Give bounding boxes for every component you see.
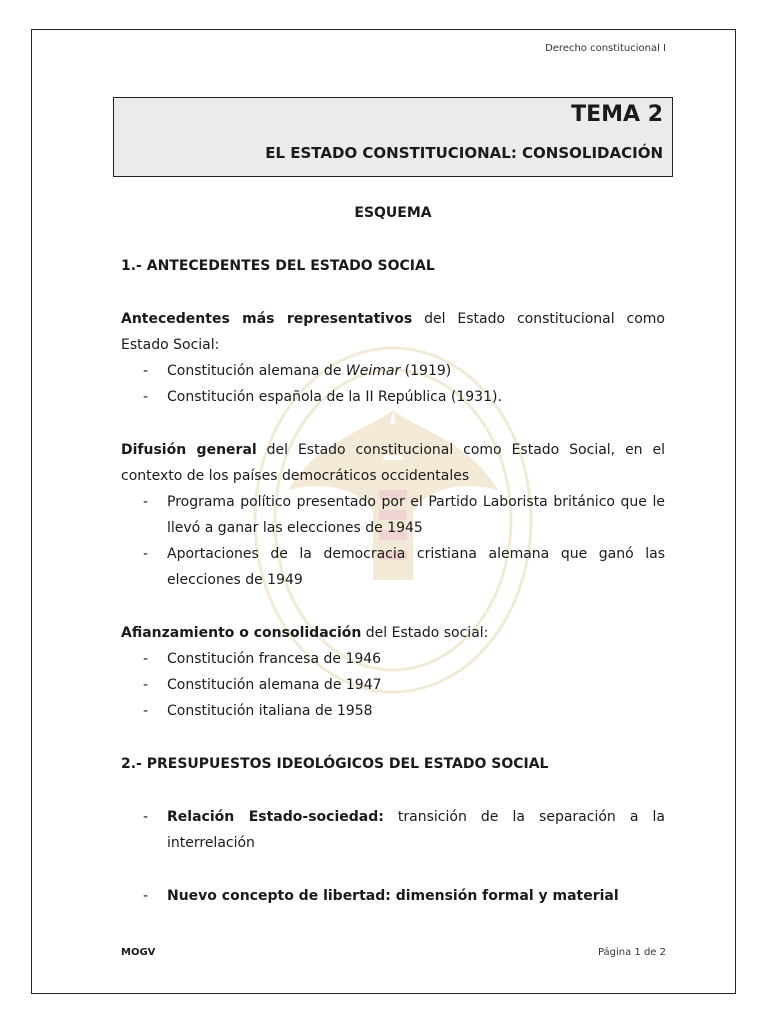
document-body bbox=[121, 200, 665, 909]
list-item: - Relación Estado-sociedad: transición de la separación a la interrelación bbox=[121, 804, 665, 856]
list-item: - Constitución española de la II República (1931). bbox=[121, 384, 665, 410]
topic-title: EL ESTADO CONSTITUCIONAL: CONSOLIDACIÓN bbox=[265, 144, 663, 162]
list-item: - Constitución alemana de Weimar (1919) bbox=[121, 358, 665, 384]
page-number: Página 1 de 2 bbox=[597, 947, 666, 958]
afianzamiento-text: del Estado social: bbox=[361, 625, 489, 641]
list-item: - Programa político presentado por el Partido Laborista británico que le llevó a ganar las elecciones de 1945 bbox=[121, 489, 665, 541]
difusion-text: del Estado constitucional como Estado Social, en el contexto de los países democráticos occidentales bbox=[121, 442, 665, 484]
running-header: Derecho constitucional I bbox=[545, 43, 666, 54]
list-item: - Nuevo concepto de libertad: dimensión formal y material bbox=[121, 883, 665, 909]
difusion-bold: Difusión general bbox=[121, 442, 257, 458]
antecedentes-paragraph bbox=[121, 306, 665, 358]
presupuestos-list bbox=[121, 804, 665, 856]
afianzamiento-list bbox=[121, 646, 665, 724]
list-item: - Aportaciones de la democracia cristiana alemana que ganó las elecciones de 1949 bbox=[121, 541, 665, 593]
antecedentes-list bbox=[121, 358, 665, 410]
list-item: - Constitución italiana de 1958 bbox=[121, 698, 665, 724]
outline-heading: ESQUEMA bbox=[354, 205, 432, 221]
antecedentes-text: del Estado constitucional como Estado Social: bbox=[121, 311, 665, 353]
difusion-paragraph bbox=[121, 437, 665, 489]
list-item: - Constitución alemana de 1947 bbox=[121, 672, 665, 698]
presupuestos-list-2 bbox=[121, 883, 665, 909]
footer-author: MOGV bbox=[121, 947, 156, 958]
difusion-list bbox=[121, 489, 665, 593]
list-item: - Constitución francesa de 1946 bbox=[121, 646, 665, 672]
antecedentes-bold: Antecedentes más representativos bbox=[121, 311, 413, 327]
section-1-heading: 1.- ANTECEDENTES DEL ESTADO SOCIAL bbox=[121, 258, 435, 274]
afianzamiento-bold: Afianzamiento o consolidación bbox=[121, 625, 362, 641]
section-2-heading: 2.- PRESUPUESTOS IDEOLÓGICOS DEL ESTADO SOCIAL bbox=[121, 756, 549, 772]
title-box bbox=[113, 97, 673, 177]
topic-number: TEMA 2 bbox=[571, 102, 663, 127]
afianzamiento-paragraph bbox=[121, 620, 665, 646]
